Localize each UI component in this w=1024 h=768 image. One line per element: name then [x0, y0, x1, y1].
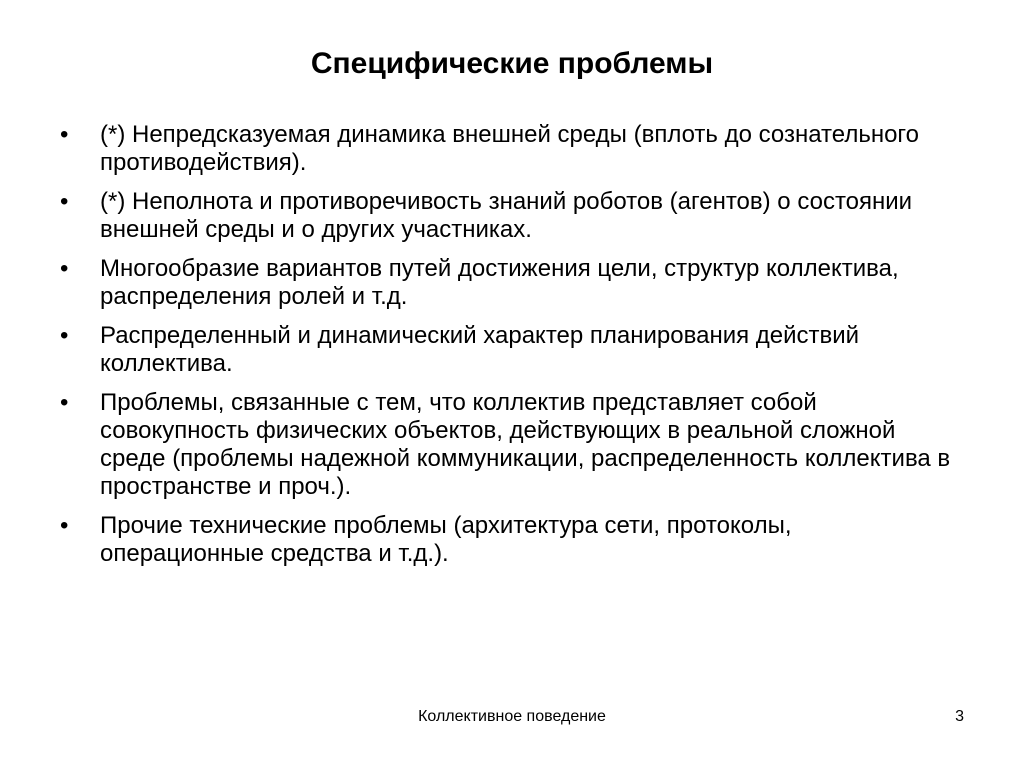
bullet-text: (*) Неполнота и противоречивость знаний роботов (агентов) о состоянии внешней среды и о других участниках.: [100, 188, 913, 243]
bullet-marker: •: [60, 188, 69, 215]
bullet-marker: •: [60, 255, 69, 282]
bullet-item: [60, 255, 960, 311]
bullet-item: [60, 121, 960, 177]
bullet-text: Многообразие вариантов путей достижения цели, структур коллектива, распределения ролей и т.д.: [100, 255, 899, 310]
bullet-marker: •: [60, 322, 69, 349]
bullet-text: Распределенный и динамический характер планирования действий коллектива.: [100, 322, 860, 377]
bullet-item: [60, 512, 960, 568]
slide-title: Специфические проблемы: [310, 47, 714, 80]
bullet-marker: •: [60, 121, 69, 148]
bullet-text: Проблемы, связанные с тем, что коллектив представляет собой совокупность физических объектов, действующих в реальной сложной среде (проблемы надежной коммуникации, распределенность коллектива в пространстве и проч.).: [100, 389, 951, 500]
bullet-text: (*) Непредсказуемая динамика внешней среды (вплоть до сознательного противодействия).: [100, 121, 919, 176]
bullet-marker: •: [60, 512, 69, 539]
slide-footer: Коллективное поведение: [418, 708, 606, 725]
bullet-marker: •: [60, 389, 69, 416]
bullet-item: [60, 322, 960, 378]
bullet-text: Прочие технические проблемы (архитектура сети, протоколы, операционные средства и т.д.).: [100, 512, 792, 567]
page-number: 3: [955, 708, 964, 725]
bullet-list: [60, 121, 960, 579]
bullet-item: [60, 188, 960, 244]
bullet-item: [60, 389, 960, 501]
